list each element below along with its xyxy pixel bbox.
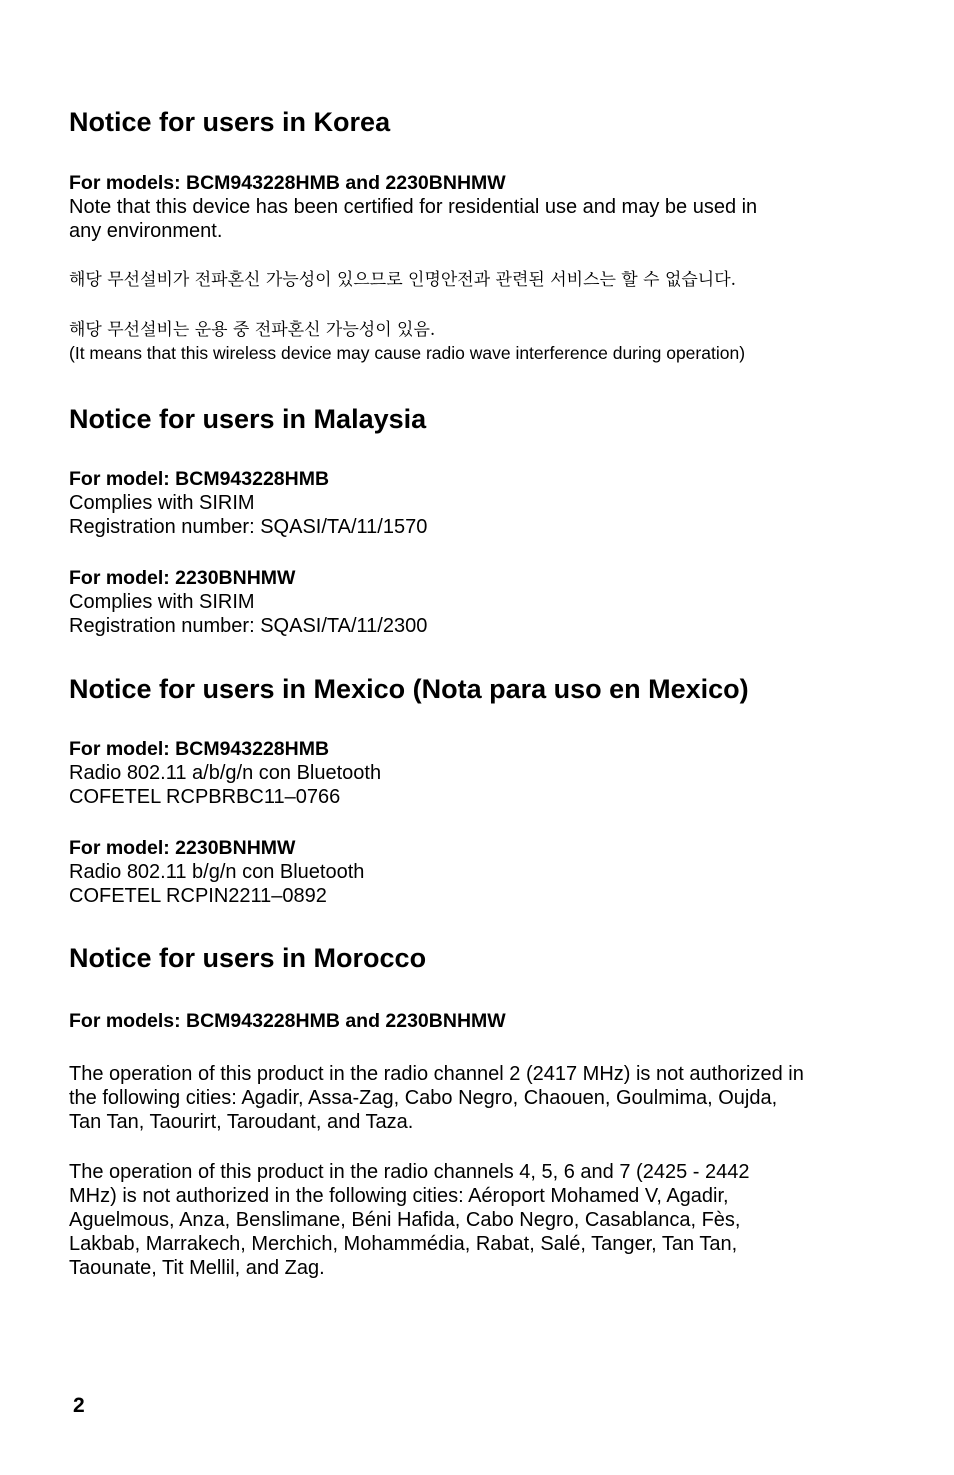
malaysia-model-a-line-2: Registration number: SQASI/TA/11/1570 xyxy=(69,516,428,538)
morocco-models: For models: BCM943228HMB and 2230BNHMW xyxy=(69,1010,506,1032)
morocco-p2-line-1: The operation of this product in the radio channels 4, 5, 6 and 7 (2425 - 2442 xyxy=(69,1161,750,1183)
korea-korean-block-2 xyxy=(69,318,889,364)
korea-heading-block xyxy=(69,106,889,138)
korea-translation: (It means that this wireless device may cause radio wave interference during operation) xyxy=(69,343,746,363)
malaysia-model-a xyxy=(69,467,889,539)
morocco-p2-line-4: Lakbab, Marrakech, Merchich, Mohammédia, Rabat, Salé, Tanger, Tan Tan, xyxy=(69,1233,738,1255)
korea-korean-line-1: 해당 무선설비가 전파혼신 가능성이 있으므로 인명안전과 관련된 서비스는 할 수 없습니다. xyxy=(69,270,737,290)
mexico-model-b-line-2: COFETEL RCPIN2211–0892 xyxy=(69,885,327,907)
malaysia-model-b-label: For model: 2230BNHMW xyxy=(69,567,296,589)
mexico-model-b-label: For model: 2230BNHMW xyxy=(69,837,296,859)
morocco-p2-line-3: Aguelmous, Anza, Benslimane, Béni Hafida, Cabo Negro, Casablanca, Fès, xyxy=(69,1209,741,1231)
mexico-model-b xyxy=(69,836,889,908)
morocco-p2-line-2: MHz) is not authorized in the following cities: Aéroport Mohamed V, Agadir, xyxy=(69,1185,729,1207)
mexico-model-a-line-1: Radio 802.11 a/b/g/n con Bluetooth xyxy=(69,762,382,784)
mexico-heading-block xyxy=(69,673,889,705)
korea-korean-line-2: 해당 무선설비는 운용 중 전파혼신 가능성이 있음. xyxy=(69,320,436,340)
malaysia-title: Notice for users in Malaysia xyxy=(69,404,427,434)
korea-title: Notice for users in Korea xyxy=(69,107,391,137)
mexico-model-a-label: For model: BCM943228HMB xyxy=(69,738,330,760)
morocco-p1-line-1: The operation of this product in the radio channel 2 (2417 MHz) is not authorized in xyxy=(69,1063,804,1085)
korea-note-line-1: Note that this device has been certified for residential use and may be used in xyxy=(69,196,758,218)
korea-models: For models: BCM943228HMB and 2230BNHMW xyxy=(69,172,506,194)
malaysia-model-b xyxy=(69,566,889,638)
malaysia-heading-block xyxy=(69,403,889,435)
korea-korean-block xyxy=(69,268,889,292)
mexico-title: Notice for users in Mexico (Nota para uso en Mexico) xyxy=(69,674,749,704)
mexico-model-a-line-2: COFETEL RCPBRBC11–0766 xyxy=(69,786,341,808)
malaysia-model-a-label: For model: BCM943228HMB xyxy=(69,468,330,490)
malaysia-model-b-line-1: Complies with SIRIM xyxy=(69,591,255,613)
malaysia-model-b-line-2: Registration number: SQASI/TA/11/2300 xyxy=(69,615,428,637)
page-number: 2 xyxy=(73,1394,85,1417)
morocco-paragraph-2 xyxy=(69,1160,889,1280)
morocco-p1-line-3: Tan Tan, Taourirt, Taroudant, and Taza. xyxy=(69,1111,414,1133)
morocco-p1-line-2: the following cities: Agadir, Assa-Zag, Cabo Negro, Chaouen, Goulmima, Oujda, xyxy=(69,1087,778,1109)
morocco-paragraph-1 xyxy=(69,1062,889,1134)
korea-section xyxy=(69,171,889,243)
morocco-heading-block xyxy=(69,942,889,974)
mexico-model-a xyxy=(69,737,889,809)
mexico-model-b-line-1: Radio 802.11 b/g/n con Bluetooth xyxy=(69,861,365,883)
morocco-models-block xyxy=(69,1009,889,1033)
malaysia-model-a-line-1: Complies with SIRIM xyxy=(69,492,255,514)
morocco-p2-line-5: Taounate, Tit Mellil, and Zag. xyxy=(69,1257,325,1279)
morocco-title: Notice for users in Morocco xyxy=(69,943,427,973)
korea-note-line-2: any environment. xyxy=(69,220,223,242)
